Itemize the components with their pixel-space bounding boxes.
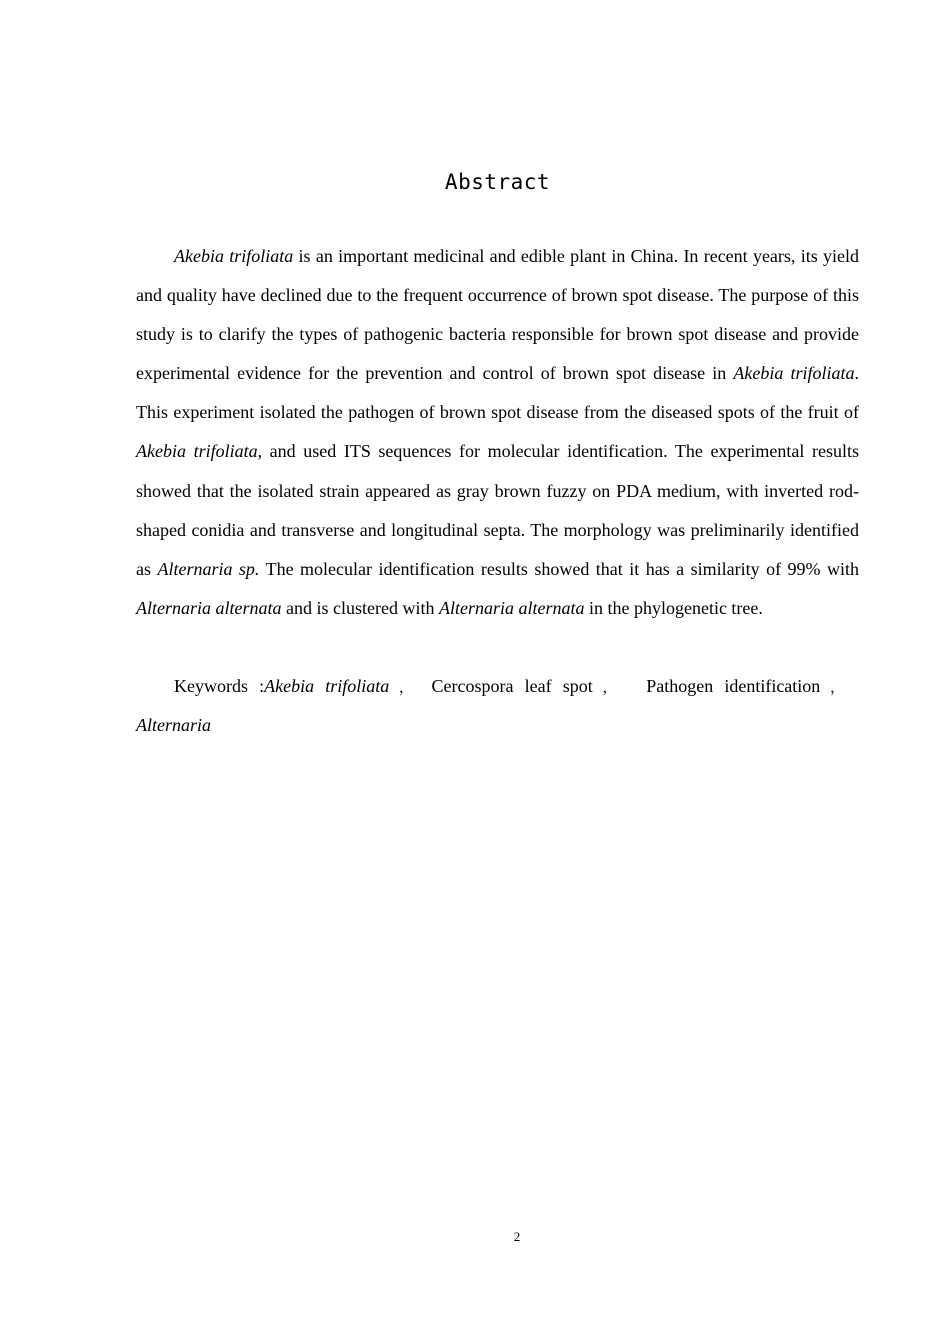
keyword-separator: ， [598,678,622,696]
keywords-colon: : [248,676,265,696]
keyword-item: Alternaria [136,715,211,735]
keyword-item: Pathogen identification [646,676,821,696]
keyword-separator: ， [826,678,845,696]
keywords-label: Keywords [174,676,248,696]
abstract-segment: Akebia trifoliata [174,246,294,266]
abstract-title: Abstract [444,170,551,194]
abstract-segment: Akebia trifoliata [136,441,258,462]
abstract-paragraph [136,237,859,628]
abstract-segment: Alternaria alternata [438,597,585,618]
abstract-segment: Akebia trifoliata [733,363,855,384]
abstract-segment: The molecular identification results showed that it has a similarity of 99% with [259,558,859,579]
abstract-segment: , and used ITS sequences for molecular identification. The experimental results showed that the isolated strain appeared as gray brown fuzzy on PDA medium, with inverted rod-shaped conidia and transverse and longitudinal septa. The morphology was preliminarily identified as [136,441,859,579]
abstract-segment: Alternaria sp. [157,558,260,579]
keyword-separator: ， [395,678,418,696]
keywords-paragraph [136,667,859,744]
page-number: 2 [513,1229,521,1244]
keyword-item: Akebia trifoliata [264,676,390,696]
abstract-segment: is an important medicinal and edible plant in China. In recent years, its yield and quality have declined due to the frequent occurrence of brown spot disease. The purpose of this study is to clarify the types of pathogenic bacteria responsible for brown spot disease and provide experimental evidence for the prevention and control of brown spot disease in [136,246,859,384]
abstract-segment: Alternaria alternata [136,597,282,618]
abstract-segment: . This experiment isolated the pathogen of brown spot disease from the diseased spots of the fruit of [136,363,859,423]
abstract-segment: in the phylogenetic tree. [584,597,763,618]
abstract-segment: and is clustered with [281,597,439,618]
keyword-item: Cercospora leaf spot [431,676,593,696]
